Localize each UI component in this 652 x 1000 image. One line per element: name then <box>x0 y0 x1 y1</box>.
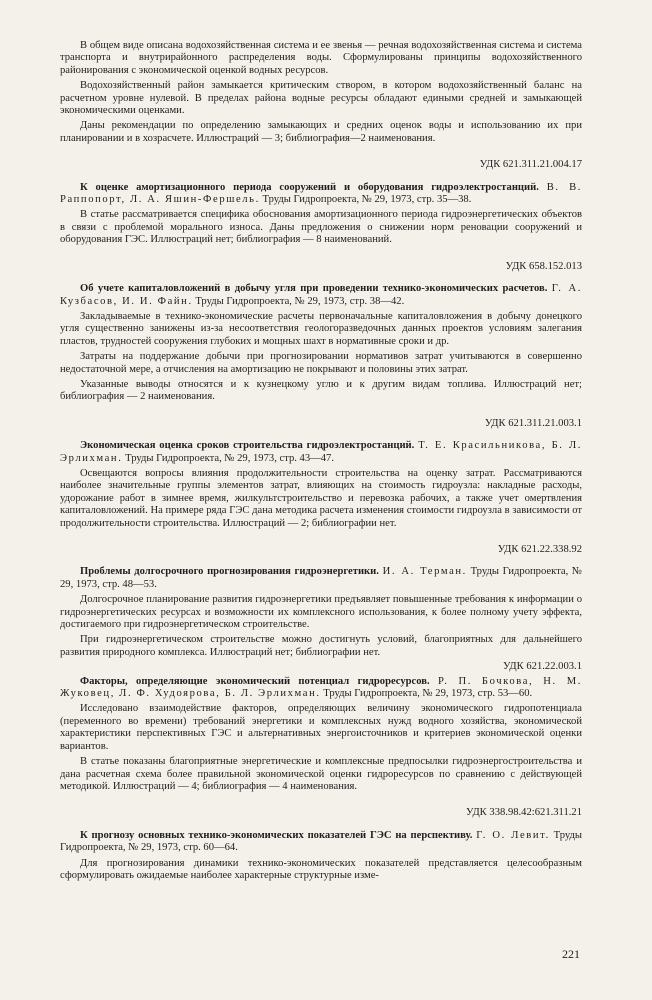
article-title: К оценке амортизационного периода сооружений и оборудования гидроэлектростанций. <box>80 181 539 193</box>
udk-code: УДК 621.311.21.004.17 <box>479 159 582 171</box>
article-entry <box>60 418 582 530</box>
article-citation <box>60 676 582 701</box>
udk-code: УДК 621.311.21.003.1 <box>484 417 582 429</box>
article-source: Труды Гидропроекта, № 29, 1973, стр. 48—53. <box>60 566 582 590</box>
article-authors: Г. О. Левит. <box>476 829 550 841</box>
article-entry <box>60 159 582 246</box>
article-title: К прогнозу основных технико-экономических показателей ГЭС на перспективу. <box>80 829 473 841</box>
article-citation <box>60 566 582 591</box>
udk-code: УДК 338.98.42:621.311.21 <box>466 807 582 819</box>
abstract-paragraph: В статье показаны благоприятные энергетические и комплексные предпосылки гидроэнергостроительства и дана расчетная схема более правильной экономической оценки гидроресурсов по сравнению с действующей методикой. Иллюстраций — 4; библиография — 4 наименования. <box>60 756 582 792</box>
intro-abstract <box>60 40 582 145</box>
article-authors: И. А. Терман. <box>382 566 467 578</box>
article-entry <box>60 661 582 793</box>
article-authors: В. В. Раппопорт, Л. А. Яшин-Фершель. <box>60 181 583 206</box>
article-title: Проблемы долгосрочного прогнозирования гидроэнергетики. <box>80 566 379 578</box>
article-source: Труды Гидропроекта, № 29, 1973, стр. 43—47. <box>125 452 334 464</box>
abstract-paragraph: Долгосрочное планирование развития гидроэнергетики предъявляет повышенные требования к информации о гидроэнергетических ресурсах и возможности их комплексного использования, к более полному учету эффекта, достигаемого при гидроэнергетическом строительстве. <box>60 594 582 631</box>
udk-code: УДК 621.22.338.92 <box>497 544 582 555</box>
article-citation <box>60 283 582 308</box>
article-authors: Р. П. Бочкова, Н. М. Жуковец, Л. Ф. Худоярова, Б. Л. Эрлихман. <box>60 675 582 700</box>
abstract-paragraph: Для прогнозирования динамики технико-экономических показателей представляется целесообразным сформулировать ожидаемые наиболее характерные структурные изме- <box>60 857 582 881</box>
abstract-paragraph: Даны рекомендации по определению замыкающих и средних оценок воды и использованию их при планировании и в хозрасчете. Иллюстраций — 3; библиография—2 наименования. <box>60 120 582 144</box>
abstract-paragraph: Закладываемые в технико-экономические расчеты первоначальные капиталовложения в добычу донецкого угля существенно занижены из-за несоответствия геологоразведочных данных проектов условиям залегания пластов, трудностей сооружения глубоких и мощных шахт в нормативные сроки и др. <box>60 310 582 347</box>
article-source: Труды Гидропроекта, № 29, 1973, стр. 38—42. <box>195 295 405 307</box>
abstract-paragraph: В статье рассматривается специфика обоснования амортизационного периода гидроэнергетических объектов в связи с проблемой морального износа. Даны предложения о снижении норм реновации сооружений и оборудования ГЭС. Иллюстраций нет; библиография — 8 наименований. <box>60 209 582 246</box>
abstract-paragraph: Освещаются вопросы влияния продолжительности строительства на оценку затрат. Рассматриваются наиболее значительные группы элементов затрат, влияющих на стоимость гидроузла: накладные расходы, удорожание работ в зимнее время, жилкультстроительство и перевозка рабочих, а также учет омертвления капиталовложений. На примере ряда ГЭС дана методика расчета изменения стоимости гидроузла в зависимости от продолжительности строительства. Иллюстраций — 2; библиографии нет. <box>60 467 582 529</box>
article-entry <box>60 544 582 659</box>
article-source: Труды Гидропроекта, № 29, 1973, стр. 35—38. <box>262 194 472 206</box>
abstract-paragraph: В общем виде описана водохозяйственная система и ее звенья — речная водохозяйственная система и система транспорта и внутрирайонного распределения воды. Сформулированы принципы водохозяйственного районирования с экономической оценкой водных ресурсов. <box>60 40 582 76</box>
abstract-paragraph: Водохозяйственный район замыкается критическим створом, в котором водохозяйственный баланс на расчетном уровне нулевой. В пределах района водные ресурсы обладают едиными средней и замыкающей экономическими оценками. <box>60 80 582 117</box>
article-source: Труды Гидропроекта, № 29, 1973, стр. 53—60. <box>323 688 533 700</box>
article-citation <box>60 182 582 207</box>
article-title: Об учете капиталовложений в добычу угля при проведении технико-экономических расчетов. <box>80 283 548 295</box>
article-citation <box>60 440 582 465</box>
article-entry <box>60 807 582 882</box>
article-source: Труды Гидропроекта, № 29, 1973, стр. 60—64. <box>60 829 582 854</box>
article-entry <box>60 261 582 404</box>
abstract-paragraph: Исследовано взаимодействие факторов, определяющих величину экономического гидропотенциала (переменного во времени) требований энергетики и комплексных нужд водного хозяйства, экономической характеристики перспективных ГЭС и альтернативных энергоисточников и критериев экономической оценки вариантов. <box>60 703 582 752</box>
abstract-paragraph: Указанные выводы относятся и к кузнецкому углю и к другим видам топлива. Иллюстраций нет; библиография — 2 наименования. <box>60 378 582 403</box>
article-title: Факторы, определяющие экономический потенциал гидроресурсов. <box>80 675 430 687</box>
udk-code: УДК 621.22.003.1 <box>503 661 582 673</box>
abstract-paragraph: Затраты на поддержание добычи при прогнозировании нормативов затрат учитываются в совершенно недостаточной мере, а отчисления на амортизацию не покрывают и половины этих затрат. <box>60 351 582 375</box>
udk-code: УДК 658.152.013 <box>505 260 582 272</box>
page-number: 221 <box>562 947 580 961</box>
article-authors: Г. А. Кузбасов, И. И. Файн. <box>60 283 583 307</box>
article-title: Экономическая оценка сроков строительства гидроэлектростанций. <box>80 440 415 452</box>
abstract-paragraph: При гидроэнергетическом строительстве можно достигнуть условий, благоприятных для дальнейшего развития природного комплекса. Иллюстраций нет; библиографии нет. <box>60 634 582 658</box>
article-citation <box>60 830 582 855</box>
article-authors: Т. Е. Красильникова, Б. Л. Эрлихман. <box>60 440 582 464</box>
